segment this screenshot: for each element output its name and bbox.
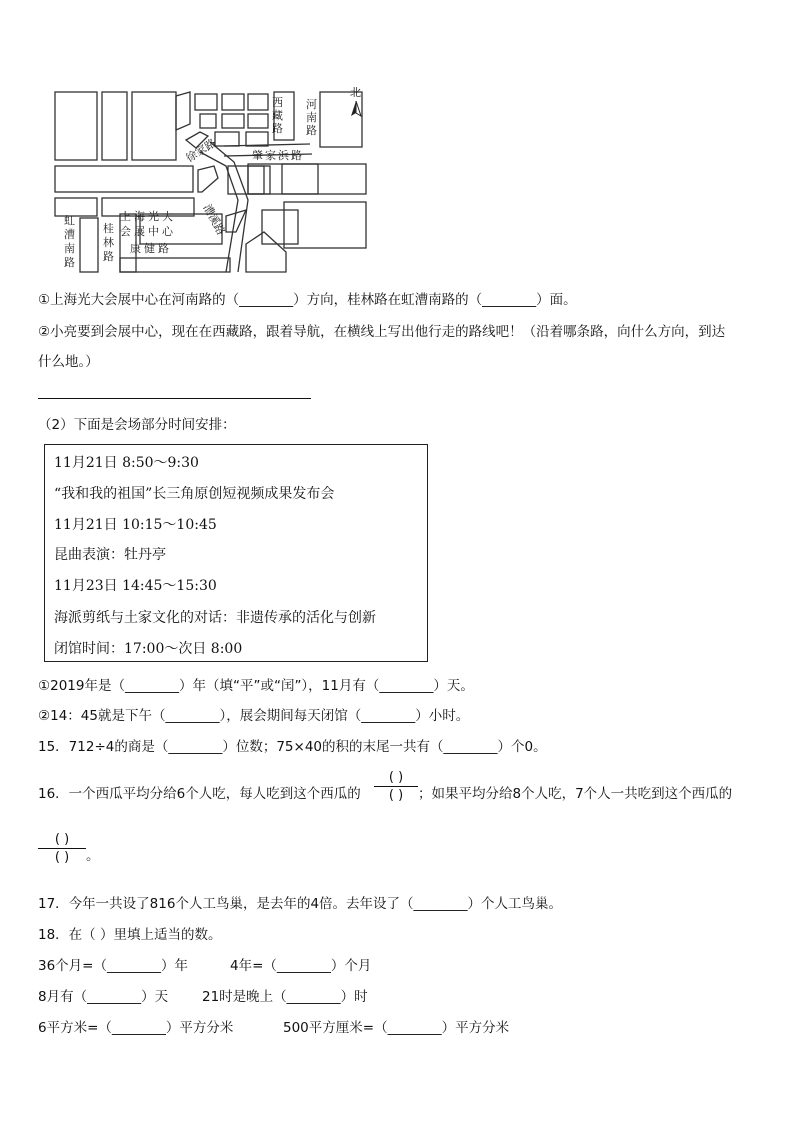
fraction-denominator: ( ): [54, 850, 70, 865]
road-label-caoxi: 漕溪路: [200, 202, 228, 238]
schedule-question-1: ①2019年是（________）年（填“平”或“闰”），11月有（________）天。: [38, 678, 474, 694]
question-17: 17．今年一共设了816个人工鸟巢，是去年的4倍。去年设了（________）个人工鸟巢。: [38, 896, 563, 912]
question-18-row2b: 21时是晚上（________）时: [202, 989, 368, 1005]
map-question-2-line2: 什么地。）: [38, 354, 99, 370]
schedule-row: 11月23日 14:45～15:30: [54, 578, 217, 594]
schedule-row: 海派剪纸与土家文化的对话：非遗传承的活化与创新: [54, 610, 376, 626]
road-label-xujia: 徐家路: [183, 136, 219, 165]
question-18-row3b: 500平方厘米=（________）平方分米: [283, 1020, 510, 1036]
fraction-blank-1[interactable]: [374, 770, 418, 803]
question-18-row3a: 6平方米=（________）平方分米: [38, 1020, 234, 1036]
road-label-hongcaonan: 虹漕南路: [64, 214, 75, 269]
schedule-intro: （2）下面是会场部分时间安排：: [38, 417, 236, 433]
road-label-zhaojiabang: 肇家浜路: [252, 149, 304, 162]
north-label: 北: [350, 86, 361, 99]
fraction-numerator: ( ): [54, 832, 70, 847]
road-label-xizang: 西藏路: [272, 96, 283, 135]
city-map: [50, 82, 372, 278]
question-16-part2: ；如果平均分给8个人吃，7个人一共吃到这个西瓜的: [418, 786, 733, 802]
schedule-row: “我和我的祖国”长三角原创短视频成果发布会: [54, 486, 335, 502]
question-18-title: 18．在（ ）里填上适当的数。: [38, 927, 222, 943]
question-18-row2a: 8月有（________）天: [38, 989, 169, 1005]
schedule-row: 11月21日 8:50～9:30: [54, 455, 199, 471]
question-15: 15．712÷4的商是（________）位数；75×40的积的末尾一共有（________）个0。: [38, 739, 547, 755]
venue-label-line2: 会展中心: [120, 225, 176, 238]
answer-line[interactable]: [38, 398, 311, 399]
road-label-kangjian: 康健路: [130, 242, 172, 255]
schedule-row: 昆曲表演：牡丹亭: [54, 547, 166, 563]
schedule-row: 11月21日 10:15～10:45: [54, 517, 217, 533]
question-18-row1a: 36个月=（________）年: [38, 958, 188, 974]
schedule-row: 闭馆时间：17:00～次日 8:00: [54, 641, 243, 657]
map-question-2-line1: ②小亮要到会展中心，现在在西藏路，跟着导航，在横线上写出他行走的路线吧！（沿着哪条路，向什么方向，到达: [38, 324, 726, 340]
question-16-end: 。: [86, 848, 100, 864]
schedule-question-2: ②14：45就是下午（________），展会期间每天闭馆（________）小时。: [38, 708, 470, 724]
question-16-part1: 16．一个西瓜平均分给6个人吃，每人吃到这个西瓜的: [38, 786, 361, 802]
venue-label-line1: 上海光大: [120, 210, 176, 223]
road-label-henan: 河南路: [306, 98, 317, 137]
question-18-row1b: 4年=（________）个月: [230, 958, 372, 974]
road-label-guilin: 桂林路: [103, 222, 114, 263]
fraction-numerator: ( ): [388, 770, 404, 785]
fraction-denominator: ( ): [388, 788, 404, 803]
map-question-1: ①上海光大会展中心在河南路的（________）方向，桂林路在虹漕南路的（________）面。: [38, 292, 577, 308]
schedule-box: [44, 444, 428, 662]
fraction-blank-2[interactable]: [38, 832, 86, 865]
north-arrow-icon: [349, 100, 363, 118]
